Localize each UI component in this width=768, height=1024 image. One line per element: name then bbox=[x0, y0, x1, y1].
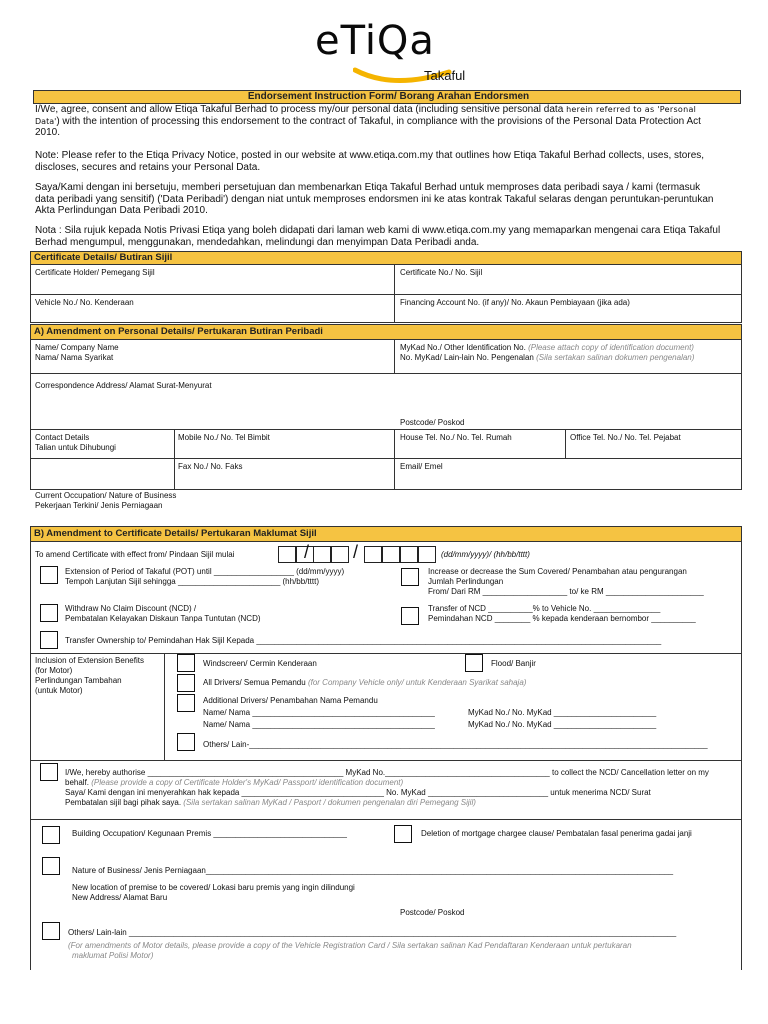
month-box-1[interactable] bbox=[313, 546, 331, 563]
consent-paragraph-bm: Saya/Kami dengan ini bersetuju, memberi persetujuan dan membenarkan Etiqa Takaful Berhad untuk memproses data peribadi saya / kami (termasuk data peribadi yang sensitif) ('Data Peribadi') dengan niat untuk memproses endorsmen ini ke atas kontrak Takaful selaras dengan peruntukan-peruntukan Akta Perlindungan Data Peribadi 2010. bbox=[35, 182, 714, 216]
withdraw-ncd-checkbox[interactable] bbox=[40, 604, 58, 622]
etiqa-logo bbox=[313, 18, 466, 90]
cert-no-field[interactable]: Certificate No./ No. Sijil bbox=[400, 268, 483, 277]
form-title: Endorsement Instruction Form/ Borang Arahan Endorsmen bbox=[33, 90, 741, 104]
sum-covered-label: Increase or decrease the Sum Covered/ Penambahan atau pengurangan Jumlah Perlindungan From/ Dari RM ___________________ to/ ke RM ______________________ bbox=[428, 567, 704, 596]
mykad-field[interactable]: MyKad No./ Other Identification No. (Please attach copy of identification document) No. MyKad/ Lain-lain No. Pengenalan (Sila sertakan salinan dokumen pengenalan) bbox=[400, 343, 695, 362]
office-tel-field[interactable]: Office Tel. No./ No. Tel. Pejabat bbox=[570, 433, 681, 442]
transfer-ownership-label: Transfer Ownership to/ Pemindahan Hak Sijil Kepada ___________________________________________________________________________________________ bbox=[65, 636, 662, 645]
new-location-label: New location of premise to be covered/ Lokasi baru premis yang ingin dilindungi New Address/ Alamat Baru bbox=[72, 883, 355, 902]
logo-brand: eTiQa bbox=[315, 18, 435, 64]
section-b-header: B) Amendment to Certificate Details/ Pertukaran Maklumat Sijil bbox=[30, 526, 742, 542]
day-box-1[interactable] bbox=[278, 546, 296, 563]
driver-mykad-1[interactable]: MyKad No./ No. MyKad _______________________ bbox=[468, 708, 657, 717]
transfer-ncd-label: Transfer of NCD __________% to Vehicle No. _______________ Pemindahan NCD ________ % kepada kenderaan bernombor __________ bbox=[428, 604, 696, 623]
building-occupation-checkbox[interactable] bbox=[42, 826, 60, 844]
new-location-checkbox[interactable] bbox=[42, 857, 60, 875]
nature-of-business-label: Nature of Business/ Jenis Perniagaan_________________________________________________________________________________________________________ bbox=[72, 866, 674, 875]
others-extension-label: Others/ Lain-_______________________________________________________________________________________________________ bbox=[203, 740, 708, 749]
all-drivers-checkbox[interactable] bbox=[177, 674, 195, 692]
house-tel-field[interactable]: House Tel. No./ No. Tel. Rumah bbox=[400, 433, 512, 442]
logo-sub: Takaful bbox=[424, 68, 466, 83]
mobile-no-field[interactable]: Mobile No./ No. Tel Bimbit bbox=[178, 433, 270, 442]
others-extension-checkbox[interactable] bbox=[177, 733, 195, 751]
building-occupation-label: Building Occupation/ Kegunaan Premis ______________________________ bbox=[72, 829, 347, 838]
flood-label: Flood/ Banjir bbox=[491, 659, 536, 668]
section-a-header: A) Amendment on Personal Details/ Pertukaran Butiran Peribadi bbox=[30, 324, 742, 340]
sum-covered-checkbox[interactable] bbox=[401, 568, 419, 586]
effect-date-label: To amend Certificate with effect from/ Pindaan Sijil mulai bbox=[35, 550, 235, 559]
withdraw-ncd-label: Withdraw No Claim Discount (NCD) / Pembatalan Kelayakan Diskaun Tanpa Tuntutan (NCD) bbox=[65, 604, 261, 623]
month-box-2[interactable] bbox=[331, 546, 349, 563]
motor-note: (For amendments of Motor details, please provide a copy of the Vehicle Registration Card / Sila sertakan salinan Kad Pendaftaran Kenderaan untuk pertukaran maklumat Polisi Motor) bbox=[68, 941, 632, 960]
driver-name-1[interactable]: Name/ Nama _________________________________________ bbox=[203, 708, 435, 717]
financing-account-field[interactable]: Financing Account No. (if any)/ No. Akaun Pembiayaan (jika ada) bbox=[400, 298, 630, 307]
mortgage-clause-label: Deletion of mortgage chargee clause/ Pembatalan fasal penerima gadai janji bbox=[421, 829, 692, 838]
driver-name-2[interactable]: Name/ Nama _________________________________________ bbox=[203, 720, 435, 729]
cert-holder-field[interactable]: Certificate Holder/ Pemegang Sijil bbox=[35, 268, 155, 277]
authorise-text: I/We, hereby authorise ____________________________________________ MyKad No._____________________________________ to collect the NCD/ Cancellation letter on my behalf. (Please provide a copy of Certificate Holder's MyKad/ Passport/ identification document) Saya/ Kami dengan ini menyerahkan hak kepada ________________________________ No. MyKad ___________________________ untuk menerima NCD/ Surat Pembatalan sijil bagi pihak saya. (Sila sertakan salinan MyKad / Pasport / dokumen pengenalan diri Pemegang Sijil) bbox=[65, 768, 709, 807]
extension-pot-label: Extension of Period of Takaful (POT) until __________________ (dd/mm/yyyy) Tempoh Lanjutan Sijil sehingga _______________________ (hh/bb/tttt) bbox=[65, 567, 345, 586]
year-box-2[interactable] bbox=[382, 546, 400, 563]
others-label: Others/ Lain-lain ___________________________________________________________________________________________________________________________ bbox=[68, 928, 677, 937]
others-checkbox[interactable] bbox=[42, 922, 60, 940]
year-box-3[interactable] bbox=[400, 546, 418, 563]
date-format-hint: (dd/mm/yyyy)/ (hh/bb/tttt) bbox=[441, 550, 530, 559]
privacy-note-en: Note: Please refer to the Etiqa Privacy Notice, posted in our website at www.etiqa.com.my that outlines how Etiqa Takaful Berhad collects, uses, stores, discloses, secures and retains your Personal Data. bbox=[35, 150, 705, 173]
occupation-field[interactable]: Current Occupation/ Nature of Business Pekerjaan Terkini/ Jenis Perniagaan bbox=[35, 491, 177, 510]
date-separator-2: / bbox=[353, 542, 359, 562]
contact-details-label: Contact Details Talian untuk Dihubungi bbox=[35, 433, 116, 452]
extension-benefits-label: Inclusion of Extension Benefits (for Motor) Perlindungan Tambahan (untuk Motor) bbox=[35, 656, 144, 695]
email-field[interactable]: Email/ Emel bbox=[400, 462, 443, 471]
vehicle-no-field[interactable]: Vehicle No./ No. Kenderaan bbox=[35, 298, 134, 307]
name-field[interactable]: Name/ Company Name Nama/ Nama Syarikat bbox=[35, 343, 119, 362]
transfer-ncd-checkbox[interactable] bbox=[401, 607, 419, 625]
year-box-4[interactable] bbox=[418, 546, 436, 563]
additional-drivers-checkbox[interactable] bbox=[177, 694, 195, 712]
cert-details-header: Certificate Details/ Butiran Sijil bbox=[30, 251, 742, 265]
privacy-note-bm: Nota : Sila rujuk kepada Notis Privasi Etiqa yang boleh didapati dari laman web kami di www.etiqa.com.my yang memaparkan mengenai cara Etiqa Takaful Berhad mengumpul, menggunakan, mendedahkan, melindungi dan menyimpan Data Peribadi anda. bbox=[35, 225, 721, 248]
fax-no-field[interactable]: Fax No./ No. Faks bbox=[178, 462, 243, 471]
postcode-label: Postcode/ Poskod bbox=[400, 418, 465, 427]
mortgage-clause-checkbox[interactable] bbox=[394, 825, 412, 843]
extension-pot-checkbox[interactable] bbox=[40, 566, 58, 584]
windscreen-checkbox[interactable] bbox=[177, 654, 195, 672]
additional-drivers-label: Additional Drivers/ Penambahan Nama Pemandu bbox=[203, 696, 378, 705]
consent-paragraph-en: I/We, agree, consent and allow Etiqa Takaful Berhad to process my/our personal data (including sensitive personal data herein referred to as 'Personal Data') with the intention of processing this endorsement to the contract of Takaful, in compliance with the provisions of the Personal Data Protection Act 2010. bbox=[35, 104, 701, 138]
windscreen-label: Windscreen/ Cermin Kenderaan bbox=[203, 659, 317, 668]
date-separator-1: / bbox=[304, 542, 310, 562]
transfer-ownership-checkbox[interactable] bbox=[40, 631, 58, 649]
postcode-label-2: Postcode/ Poskod bbox=[400, 908, 465, 917]
flood-checkbox[interactable] bbox=[465, 654, 483, 672]
authorise-checkbox[interactable] bbox=[40, 763, 58, 781]
all-drivers-label: All Drivers/ Semua Pemandu (for Company Vehicle only/ untuk Kenderaan Syarikat sahaja) bbox=[203, 678, 527, 687]
driver-mykad-2[interactable]: MyKad No./ No. MyKad _______________________ bbox=[468, 720, 657, 729]
correspondence-address-field[interactable]: Correspondence Address/ Alamat Surat-Menyurat bbox=[35, 381, 212, 390]
year-box-1[interactable] bbox=[364, 546, 382, 563]
